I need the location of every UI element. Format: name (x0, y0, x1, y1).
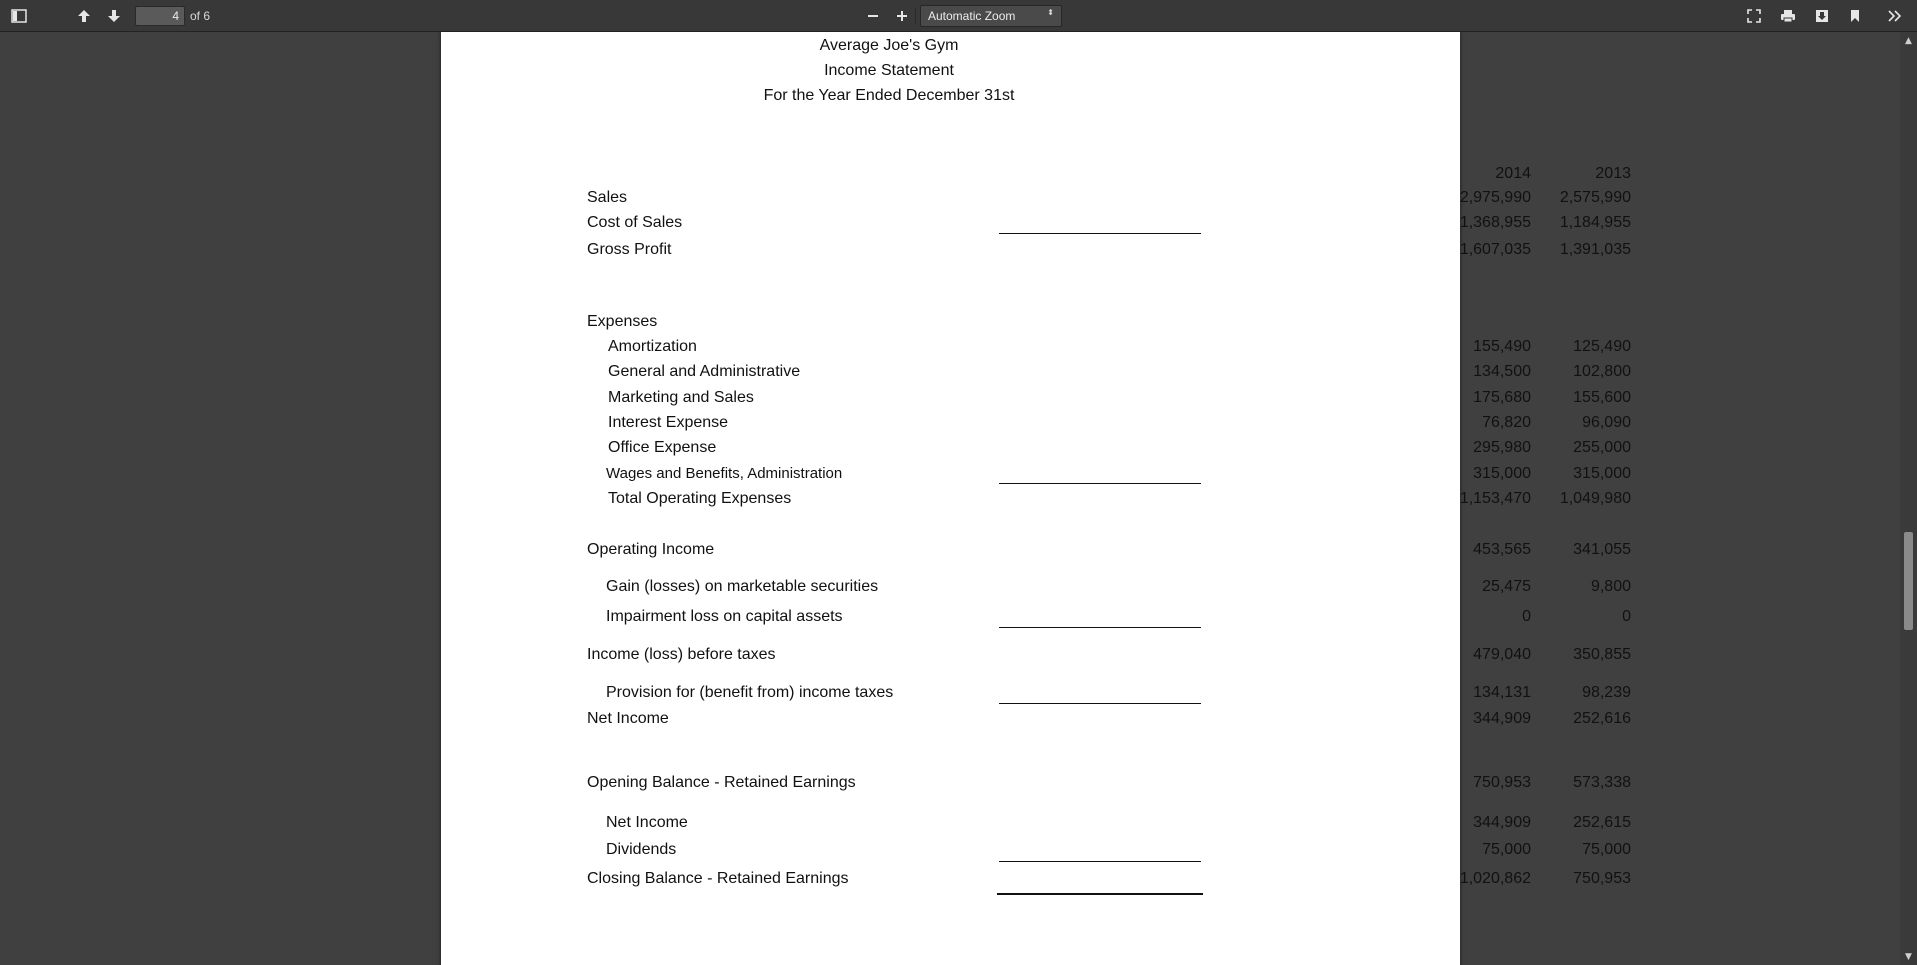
underline (999, 233, 1201, 234)
scroll-down-icon[interactable]: ▼ (1905, 951, 1912, 962)
value-2013: 1,184,955 (1559, 214, 1631, 231)
value-2014: 295,980 (1473, 439, 1531, 456)
value-2014: 479,040 (1473, 646, 1531, 663)
value-2013: 9,800 (1590, 578, 1631, 595)
previous-page-icon[interactable] (73, 5, 95, 27)
value-2013: 255,000 (1573, 439, 1631, 456)
row-label: General and Administrative (608, 363, 801, 380)
underline (999, 483, 1201, 484)
company-name: Average Joe's Gym (819, 37, 959, 54)
scrollbar-thumb[interactable] (1904, 532, 1913, 630)
value-2014: 1,368,955 (1459, 214, 1531, 231)
pdf-page (441, 32, 1631, 965)
vertical-scrollbar[interactable] (1900, 32, 1917, 965)
value-2014: 155,490 (1473, 338, 1531, 355)
row-label: Sales (587, 189, 628, 206)
scroll-up-icon[interactable]: ▲ (1905, 35, 1912, 46)
value-2014: 750,953 (1473, 774, 1531, 791)
zoom-in-icon[interactable] (891, 5, 913, 27)
value-2014: 76,820 (1482, 414, 1531, 431)
next-page-icon[interactable] (103, 5, 125, 27)
row-label: Income (loss) before taxes (587, 646, 776, 663)
toolbar-divider (915, 8, 916, 24)
row-label: Net Income (587, 710, 669, 727)
value-2013: 0 (1622, 608, 1631, 625)
statement-title: Income Statement (824, 62, 954, 79)
value-2014: 134,131 (1473, 684, 1531, 701)
value-2013: 2,575,990 (1559, 189, 1631, 206)
value-2013: 155,600 (1573, 389, 1631, 406)
value-2014: 453,565 (1473, 541, 1531, 558)
value-2013: 1,049,980 (1559, 490, 1631, 507)
value-2013: 341,055 (1573, 541, 1631, 558)
value-2013: 75,000 (1582, 841, 1631, 858)
year-2013-header: 2013 (1595, 165, 1631, 182)
row-label: Opening Balance - Retained Earnings (587, 774, 856, 791)
value-2014: 1,607,035 (1459, 241, 1531, 258)
print-icon[interactable] (1777, 5, 1799, 27)
row-label: Net Income (606, 814, 688, 831)
underline (999, 861, 1201, 862)
underline (999, 703, 1201, 704)
value-2013: 98,239 (1582, 684, 1631, 701)
zoom-select[interactable] (920, 5, 1062, 27)
row-label: Dividends (606, 841, 677, 858)
page-count-label: of 6 (190, 9, 211, 23)
download-icon[interactable] (1811, 5, 1833, 27)
value-2013: 252,615 (1573, 814, 1631, 831)
value-2013: 573,338 (1573, 774, 1631, 791)
row-label: Gross Profit (587, 241, 672, 258)
presentation-mode-icon[interactable] (1743, 5, 1765, 27)
row-label: Operating Income (587, 541, 715, 558)
row-label: Interest Expense (608, 414, 729, 431)
row-label: Impairment loss on capital assets (606, 608, 843, 625)
row-label: Closing Balance - Retained Earnings (587, 870, 849, 887)
row-label: Office Expense (608, 439, 717, 456)
value-2013: 125,490 (1573, 338, 1631, 355)
chevron-updown-icon: ⬍ (1047, 8, 1054, 17)
year-2014-header: 2014 (1495, 165, 1531, 182)
value-2013: 102,800 (1573, 363, 1631, 380)
value-2014: 1,153,470 (1459, 490, 1531, 507)
zoom-out-icon[interactable] (862, 5, 884, 27)
value-2013: 315,000 (1573, 465, 1631, 482)
value-2014: 25,475 (1482, 578, 1531, 595)
value-2013: 96,090 (1582, 414, 1631, 431)
row-label: Total Operating Expenses (608, 490, 792, 507)
underline (999, 627, 1201, 628)
page-number-input[interactable] (135, 6, 185, 26)
row-label: Gain (losses) on marketable securities (606, 578, 879, 595)
bookmark-icon[interactable] (1844, 5, 1866, 27)
value-2014: 2,975,990 (1459, 189, 1531, 206)
pdf-toolbar (0, 0, 1917, 32)
value-2014: 175,680 (1473, 389, 1531, 406)
double-underline (997, 893, 1203, 895)
value-2014: 1,020,862 (1459, 870, 1531, 887)
section-heading: Expenses (587, 313, 658, 330)
row-label: Cost of Sales (587, 214, 683, 231)
value-2014: 315,000 (1473, 465, 1531, 482)
row-label: Wages and Benefits, Administration (606, 465, 843, 482)
value-2013: 252,616 (1573, 710, 1631, 727)
statement-period: For the Year Ended December 31st (763, 87, 1015, 104)
value-2014: 344,909 (1473, 814, 1531, 831)
value-2013: 1,391,035 (1559, 241, 1631, 258)
row-label: Marketing and Sales (608, 389, 754, 406)
zoom-select-value: Automatic Zoom (928, 9, 1016, 23)
document-viewer[interactable] (0, 32, 1900, 965)
value-2013: 750,953 (1573, 870, 1631, 887)
row-label: Provision for (benefit from) income taxes (606, 684, 894, 701)
tools-menu-icon[interactable] (1884, 5, 1906, 27)
value-2014: 75,000 (1482, 841, 1531, 858)
row-label: Amortization (608, 338, 697, 355)
value-2014: 344,909 (1473, 710, 1531, 727)
value-2014: 134,500 (1473, 363, 1531, 380)
value-2014: 0 (1522, 608, 1531, 625)
sidebar-toggle-icon[interactable] (8, 5, 30, 27)
value-2013: 350,855 (1573, 646, 1631, 663)
